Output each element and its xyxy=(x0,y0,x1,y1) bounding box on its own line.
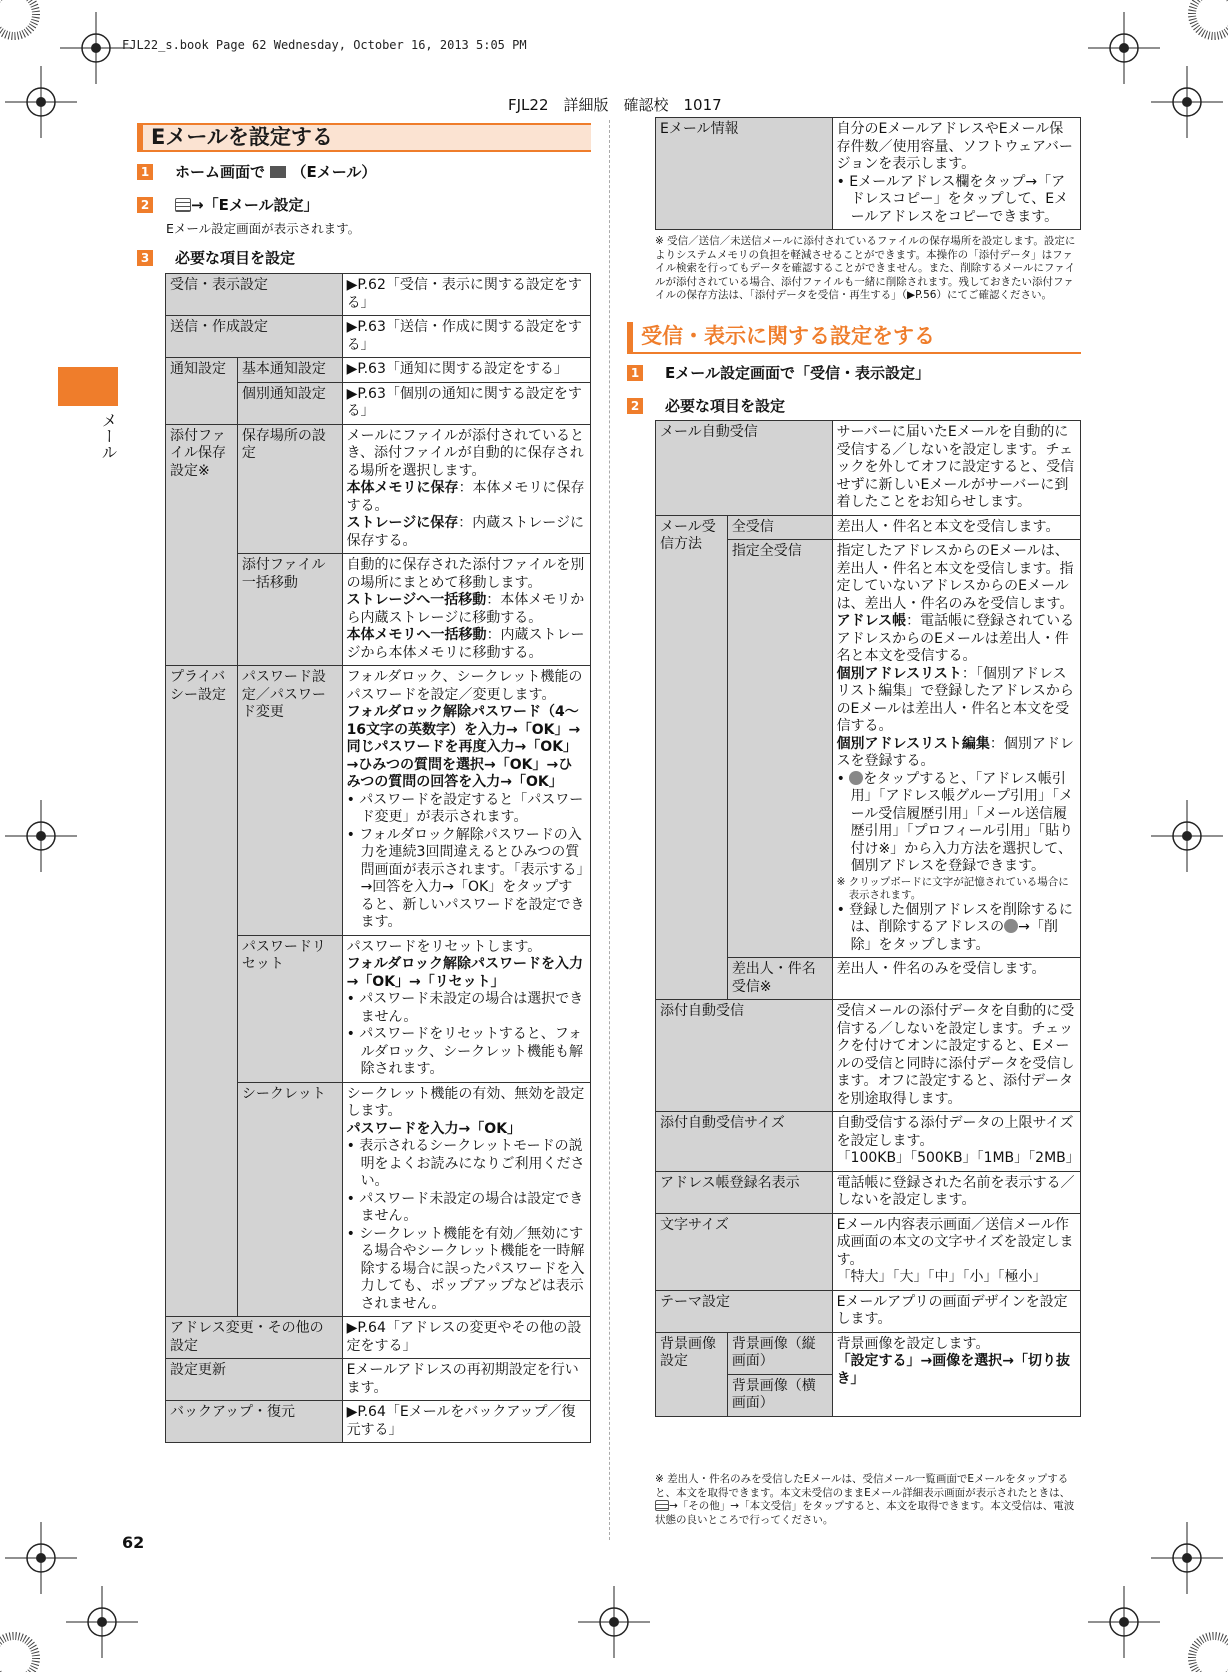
table-row: シークレット シークレット機能の有効、無効を設定します。 パスワードを入力→「OK」 • 表示されるシークレットモードの説明をよくお読みになりご利用ください。 • パスワード未設定の場合は設定できません。 • シークレット機能を有効／無効にする場合やシークレット機能を一時解除する場合に誤ったパスワードを入力しても、ポップアップなどは表示されません。 xyxy=(166,1082,591,1317)
table-row: 設定更新 Eメールアドレスの再初期設定を行います。 xyxy=(166,1359,591,1401)
side-tab-label: メール xyxy=(99,412,118,460)
table-row: Eメール情報 自分のEメールアドレスやEメール保存件数／使用容量、ソフトウェアバージョンを表示します。 • Eメールアドレス欄をタップ→「アドレスコピー」をタップして、Eメールアドレスをコピーできます。 xyxy=(656,118,1081,230)
table-row: 差出人・件名受信※ 差出人・件名のみを受信します。 xyxy=(656,958,1081,1000)
table-row: 指定全受信 指定したアドレスからのEメールは、差出人・件名と本文を受信します。指定していないアドレスからのEメールは、差出人・件名のみを受信します。 アドレス帳：電話帳に登録されているアドレスからのEメールは差出人・件名と本文を受信する。 個別アドレスリスト：「個別アドレスリスト編集」で登録したアドレスからのEメールは差出人・件名と本文を受信する。 個別アドレスリスト編集：個別アドレスを登録する。 • をタップすると、「アドレス帳引用」「アドレス帳グループ引用」「メール受信履歴引用」「メール送信履歴引用」「プロフィール引用」「貼り付け※」から入力方法を選択して、個別アドレスを登録できます。 ※ クリップボードに文字が記憶されている場合に表示されます。 • 登録した個別アドレスを削除するには、削除するアドレスの →「削除」をタップします。 xyxy=(656,540,1081,958)
column-divider xyxy=(609,120,610,1540)
receive-settings-table xyxy=(655,420,1081,1417)
table-row: 個別通知設定 ▶P.63「個別の通知に関する設定をする」 xyxy=(166,382,591,424)
footnote-sender-subject: ※ 差出人・件名のみを受信したEメールは、受信メール一覧画面でEメールをタップすると、本文を取得できます。本文未受信のままEメール詳細表示画面が表示されたときは、→「その他」→「本文受信」をタップすると、本文を取得できます。本文受信は、電波状態の良いところで行ってください。 xyxy=(655,1473,1075,1526)
table-row: 添付自動受信サイズ 自動受信する添付データの上限サイズを設定します。 「100KB」「500KB」「1MB」「2MB」 xyxy=(656,1112,1081,1172)
registration-mark-top-right xyxy=(1088,12,1160,84)
menu-icon xyxy=(655,1500,669,1511)
step-1: 1 ホーム画面で （Eメール） xyxy=(137,161,376,182)
table-row: 添付ファイル一括移動 自動的に保存された添付ファイルを別の場所にまとめて移動します。 ストレージへ一括移動：本体メモリから内蔵ストレージに移動する。 本体メモリへ一括移動：内蔵ストレージから本体メモリに移動する。 xyxy=(166,554,591,666)
mail-icon xyxy=(270,166,286,178)
table-row: バックアップ・復元 ▶P.64「Eメールをバックアップ／復元する」 xyxy=(166,1401,591,1443)
starburst-bottom-left xyxy=(0,1632,40,1672)
registration-mark-right-upper xyxy=(1151,66,1223,138)
table-row: アドレス帳登録名表示 電話帳に登録された名前を表示する／しないを設定します。 xyxy=(656,1171,1081,1213)
delete-icon xyxy=(1004,919,1018,933)
step-1: 1 Eメール設定画面で「受信・表示設定」 xyxy=(627,362,930,383)
book-info-line: FJL22_s.book Page 62 Wednesday, October 16, 2013 5:05 PM xyxy=(122,38,527,52)
registration-mark-bottom-center xyxy=(578,1586,650,1658)
table-row: 添付ファイル保存設定※ 保存場所の設定 メールにファイルが添付されているとき、添付ファイルが自動的に保存される場所を選択します。 本体メモリに保存：本体メモリに保存する。 ストレージに保存：内蔵ストレージに保存する。 xyxy=(166,424,591,554)
registration-mark-right-lower xyxy=(1151,1522,1223,1594)
table-row: メール受信方法 全受信 差出人・件名と本文を受信します。 xyxy=(656,515,1081,540)
footnote-attachment: ※ 受信／送信／未送信メールに添付されているファイルの保存場所を設定します。設定によりシステムメモリの負担を軽減させることができます。本操作の「添付データ」はファイル検索を行ってもデータを確認することができません。また、削除するメールにファイルが添付されている場合、添付ファイルも一緒に削除されます。残しておきたい添付ファイルの保存方法は、「添付データを受信・再生する」（▶P.56）にてご確認ください。 xyxy=(655,235,1076,301)
table-row: メール自動受信 サーバーに届いたEメールを自動的に受信する／しないを設定します。チェックを外してオフに設定すると、受信せずに新しいEメールがサーバーに到着したことをお知らせします。 xyxy=(656,421,1081,516)
registration-mark-right-middle xyxy=(1151,800,1223,872)
step-2: 2 必要な項目を設定 xyxy=(627,395,785,416)
side-tab xyxy=(58,367,118,406)
step-number: 2 xyxy=(137,197,153,213)
registration-mark-bottom-left xyxy=(66,1586,138,1658)
table-row: 通知設定 基本通知設定 ▶P.63「通知に関する設定をする」 xyxy=(166,358,591,383)
registration-mark-left-upper xyxy=(5,66,77,138)
section-title-email-settings: Eメールを設定する xyxy=(137,123,591,152)
table-row: 添付自動受信 受信メールの添付データを自動的に受信する／しないを設定します。チェックを付けてオンに設定すると、Eメールの受信と同時に添付データを受信します。オフに設定すると、添付データを別途取得します。 xyxy=(656,1000,1081,1112)
step-2: 2 →「Eメール設定」 xyxy=(137,194,319,215)
starburst-top-left xyxy=(0,0,40,40)
menu-icon xyxy=(175,198,191,212)
starburst-bottom-right xyxy=(1188,1632,1228,1672)
table-row: アドレス変更・その他の設定 ▶P.64「アドレスの変更やその他の設定をする」 xyxy=(166,1317,591,1359)
registration-mark-left-lower xyxy=(5,1522,77,1594)
table-row: パスワードリセット パスワードをリセットします。 フォルダロック解除パスワードを入力→「OK」→「リセット」 • パスワード未設定の場合は選択できません。 • パスワードをリセットすると、フォルダロック、シークレット機能も解除されます。 xyxy=(166,935,591,1082)
page-number: 62 xyxy=(122,1533,145,1552)
table-row: 背景画像（横画面） xyxy=(656,1374,1081,1416)
table-row: 文字サイズ Eメール内容表示画面／送信メール作成画面の本文の文字サイズを設定します。 「特大」「大」「中」「小」「極小」 xyxy=(656,1213,1081,1290)
section-title-receive-display: 受信・表示に関する設定をする xyxy=(627,322,1081,354)
registration-mark-left-middle xyxy=(5,800,77,872)
table-row: 送信・作成設定 ▶P.63「送信・作成に関する設定をする」 xyxy=(166,316,591,358)
add-icon xyxy=(849,771,863,785)
step-number: 1 xyxy=(627,365,643,381)
step-number: 3 xyxy=(137,250,153,266)
table-row: 受信・表示設定 ▶P.62「受信・表示に関する設定をする」 xyxy=(166,274,591,316)
step-number: 2 xyxy=(627,398,643,414)
table-row: プライバシー設定 パスワード設定／パスワード変更 フォルダロック、シークレット機能のパスワードを設定／変更します。 フォルダロック解除パスワード（4～16文字の英数字）を入力→「OK」→同じパスワードを再度入力→「OK」→ひみつの質問を選択→「OK」→ひみつの質問の回答を入力→「OK」 • パスワードを設定すると「パスワード変更」が表示されます。 • フォルダロック解除パスワードの入力を連続3回間違えるとひみつの質問画面が表示されます。「表示する」→回答を入力→「OK」をタップすると、新しいパスワードを設定できます。 xyxy=(166,666,591,936)
step-3: 3 必要な項目を設定 xyxy=(137,247,295,268)
table-row: テーマ設定 Eメールアプリの画面デザインを設定します。 xyxy=(656,1290,1081,1332)
email-info-table xyxy=(655,117,1081,230)
step-2-note: Eメール設定画面が表示されます。 xyxy=(166,221,361,236)
proof-line: FJL22 詳細版 確認校 1017 xyxy=(508,96,722,114)
email-settings-table xyxy=(165,273,591,1443)
registration-mark-bottom-right xyxy=(1088,1586,1160,1658)
table-row: 背景画像設定 背景画像（縦画面） 背景画像を設定します。 「設定する」→画像を選択→「切り抜き」 xyxy=(656,1332,1081,1374)
step-number: 1 xyxy=(137,164,153,180)
starburst-top-right xyxy=(1188,0,1228,40)
